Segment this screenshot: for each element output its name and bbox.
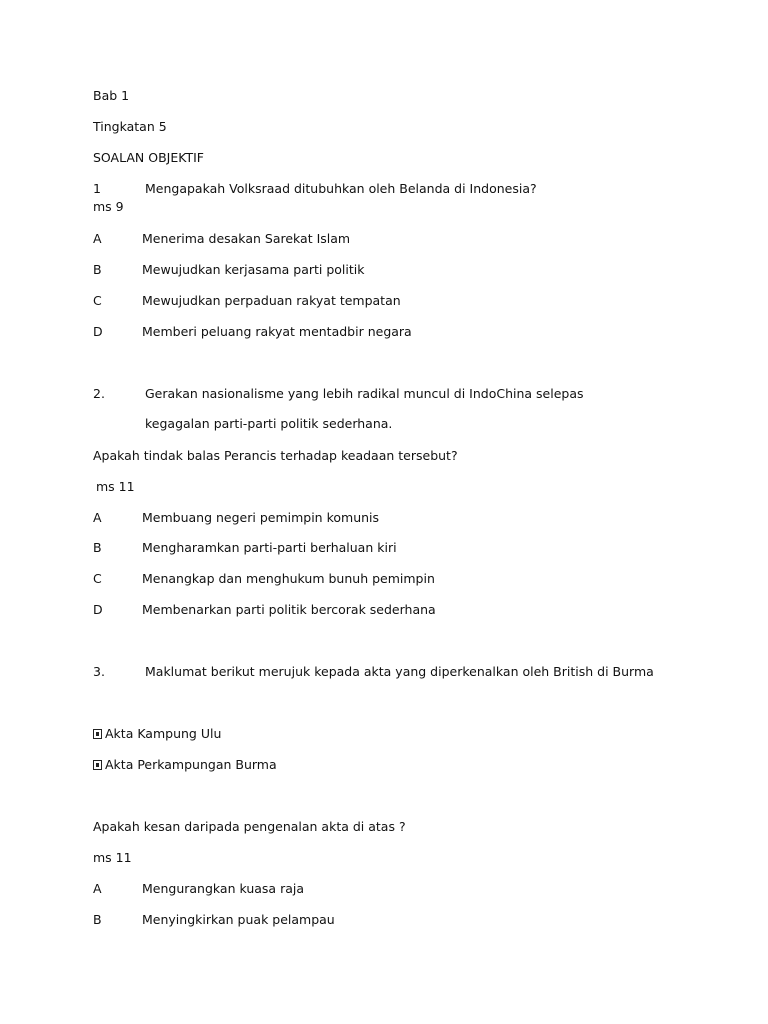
option-letter: C (93, 571, 102, 586)
option-text: Mengharamkan parti-parti berhaluan kiri (142, 540, 397, 555)
option-text: Mewujudkan kerjasama parti politik (142, 262, 365, 277)
option-letter: B (93, 540, 102, 555)
option-text: Menyingkirkan puak pelampau (142, 912, 335, 927)
bullet-icon (93, 729, 102, 739)
option-text: Membuang negeri pemimpin komunis (142, 510, 380, 525)
option-text: Mengurangkan kuasa raja (142, 881, 304, 896)
q3-line1: Maklumat berikut merujuk kepada akta yang diperkenalkan oleh British di Burma (145, 664, 654, 679)
option-letter: D (93, 324, 103, 339)
bullet-icon (93, 760, 102, 770)
document-page: Bab 1 Tingkatan 5 SOALAN OBJEKTIF 1 Mengapakah Volksraad ditubuhkan oleh Belanda di Indonesia? ms 9 A Menerima desakan Sarekat Islam B Mewujudkan kerjasama parti politik C Mewujudkan perpaduan rakyat tempatan D Memberi peluang rakyat mentadbir negara 2. Gerakan nasionalisme yang lebih radikal muncul di IndoChina selepas kegagalan parti-parti politik sederhana. Apakah tindak balas Perancis terhadap keadaan tersebut? ms 11 A Membuang negeri pemimpin komunis B Mengharamkan parti-parti berhaluan kiri C Menangkap dan menghukum bunuh pemimpin D Membenarkan parti politik bercorak sederhana 3. Maklumat berikut merujuk kepada akta yang diperkenalkan oleh British di Burma Akta Kampung Ulu Akta Perkampungan Burma Apakah kesan daripada pengenalan akta di atas ? ms 11 A Mengurangkan kuasa raja B Menyingkirkan puak pelampau (93, 88, 654, 927)
bullet-text: Akta Kampung Ulu (105, 726, 222, 741)
option-letter: A (93, 510, 102, 525)
bullet-text: Akta Perkampungan Burma (105, 757, 277, 772)
option-text: Membenarkan parti politik bercorak sederhana (142, 602, 436, 617)
q1-question: Mengapakah Volksraad ditubuhkan oleh Belanda di Indonesia? (145, 181, 537, 196)
option-letter: B (93, 912, 102, 927)
q2-line2: kegagalan parti-parti politik sederhana. (145, 416, 393, 431)
option-text: Menerima desakan Sarekat Islam (142, 231, 351, 246)
option-text: Memberi peluang rakyat mentadbir negara (142, 324, 412, 339)
q3-number: 3. (93, 664, 105, 679)
option-letter: C (93, 293, 102, 308)
option-letter: A (93, 881, 102, 896)
option-letter: B (93, 262, 102, 277)
q2-number: 2. (93, 386, 105, 401)
option-letter: A (93, 231, 102, 246)
q1-number: 1 (93, 181, 101, 196)
q2-line1: Gerakan nasionalisme yang lebih radikal muncul di IndoChina selepas (145, 386, 584, 401)
option-letter: D (93, 602, 103, 617)
option-text: Menangkap dan menghukum bunuh pemimpin (142, 571, 435, 586)
option-text: Mewujudkan perpaduan rakyat tempatan (142, 293, 401, 308)
